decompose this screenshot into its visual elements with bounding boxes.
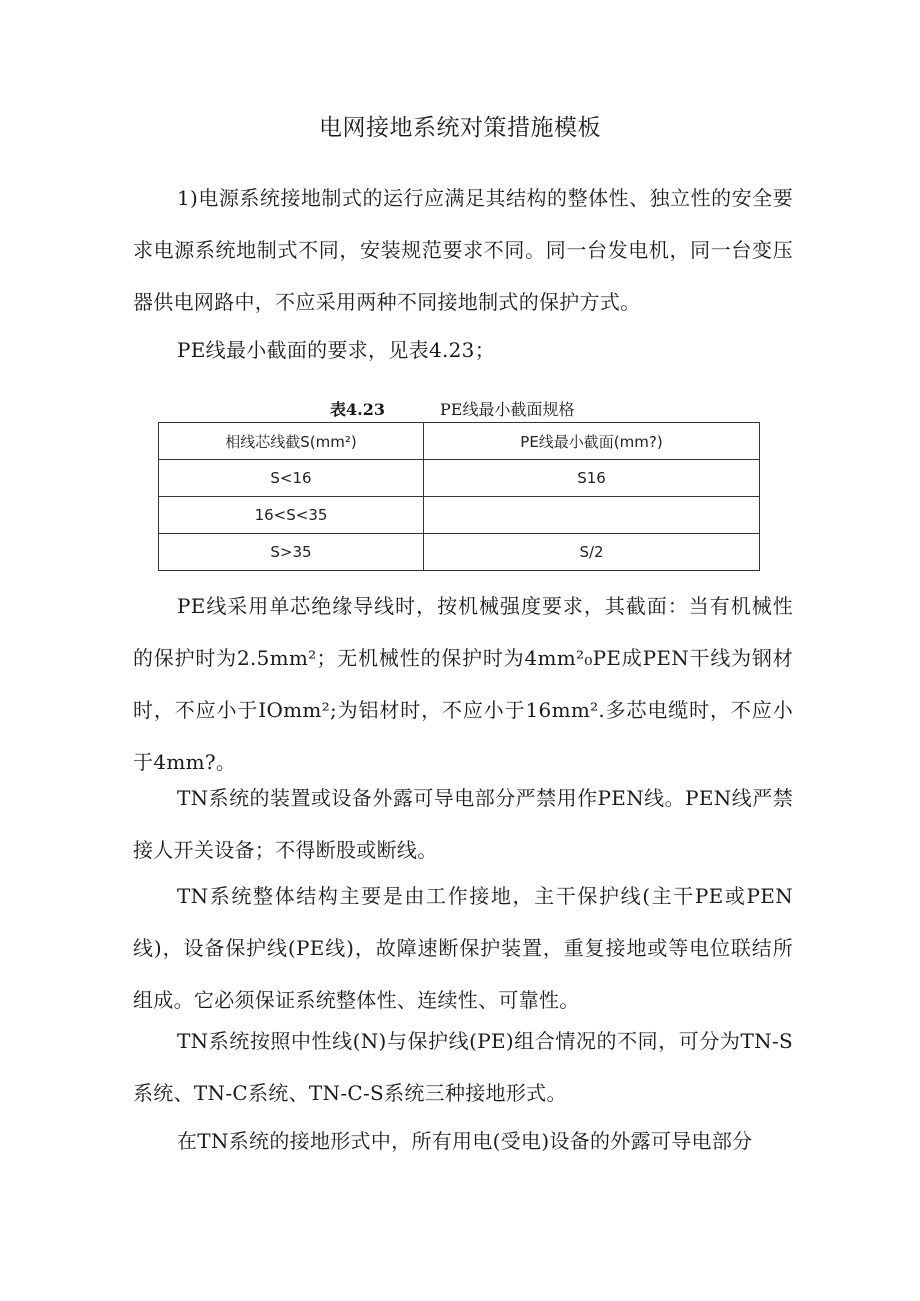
- table-caption: [0, 398, 920, 422]
- table-row: [159, 534, 760, 571]
- table-header-phase-section: 相线芯线截S(mm²): [159, 423, 424, 460]
- table-cell: S>35: [159, 534, 424, 571]
- paragraph-tn-pen-prohibition: TN系统的装置或设备外露可导电部分严禁用作PEN线。PEN线严禁接人开关设备；不得断股或断线。: [133, 786, 793, 862]
- table-cell: 16<S<35: [159, 497, 424, 534]
- table-cell: S/2: [424, 534, 760, 571]
- table-cell: S<16: [159, 460, 424, 497]
- table-cell: S16: [424, 460, 760, 497]
- table-caption-number: 表4.23: [330, 400, 385, 419]
- table-cell: [424, 497, 760, 534]
- table-caption-title: PE线最小截面规格: [440, 400, 575, 419]
- table-row: [159, 497, 760, 534]
- paragraph-tn-types: TN系统按照中性线(N)与保护线(PE)组合情况的不同，可分为TN-S系统、TN-C系统、TN-C-S系统三种接地形式。: [133, 1029, 793, 1105]
- paragraph-power-system-grounding: 1)电源系统接地制式的运行应满足其结构的整体性、独立性的安全要求电源系统地制式不同，安装规范要求不同。同一台发电机，同一台变压器供电网路中，不应采用两种不同接地制式的保护方式。: [133, 186, 793, 314]
- table-header-pe-section: PE线最小截面(mm?): [424, 423, 760, 460]
- paragraph-pe-min-section-ref: PE线最小截面的要求，见表4.23；: [177, 338, 495, 362]
- table-row: [159, 460, 760, 497]
- paragraph-pe-single-core: PE线采用单芯绝缘导线时，按机械强度要求，其截面：当有机械性的保护时为2.5mm²；无机械性的保护时为4mm²₀PE成PEN干线为钢材时，不应小于IOmm²;为铝材时，不应小于16mm².多芯电缆时，不应小于4mm?。: [133, 594, 793, 774]
- page-title: 电网接地系统对策措施模板: [319, 115, 601, 141]
- table-header-row: [159, 423, 760, 460]
- paragraph-tn-grounding-forms: 在TN系统的接地形式中，所有用电(受电)设备的外露可导电部分: [177, 1129, 753, 1153]
- paragraph-tn-structure: TN系统整体结构主要是由工作接地，主干保护线(主干PE或PEN线)，设备保护线(PE线)，故障速断保护装置，重复接地或等电位联结所组成。它必须保证系统整体性、连续性、可靠性。: [133, 884, 793, 1012]
- pe-min-section-table: [158, 422, 760, 571]
